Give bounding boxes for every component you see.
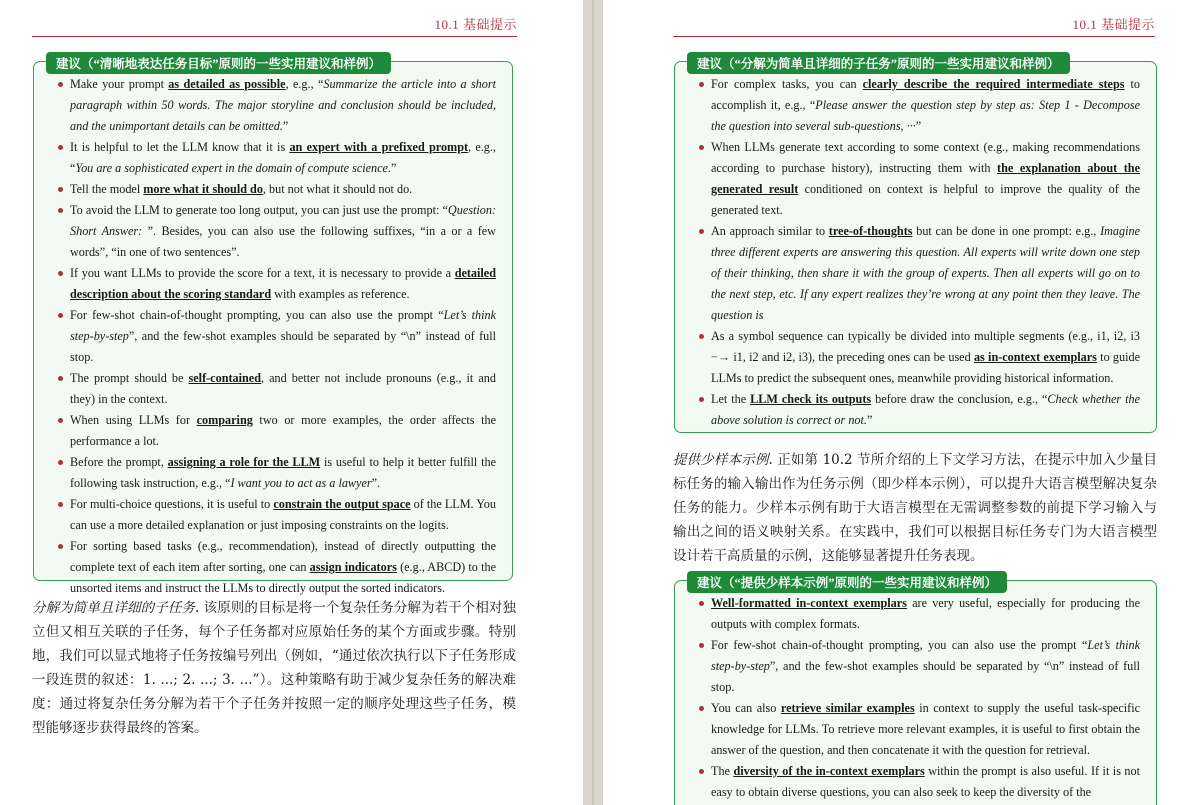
tip-text: within the prompt is also useful. If it is not easy to obtain diverse questions, you can also seek to keep the diversity of the [711, 764, 1140, 799]
tip-emphasis: as in-context exemplars [973, 350, 1097, 364]
tip-text: , e.g., “ [70, 140, 496, 175]
tip-emphasis: diversity of the in-context exemplars [733, 764, 925, 778]
tip-emphasis: detailed description about the scoring standard [70, 266, 496, 301]
tip-emphasis: as detailed as possible [168, 77, 286, 91]
tip-text: To avoid the LLM to generate too long output, you can just use the prompt: “ [70, 203, 448, 217]
tip-item [675, 326, 1156, 389]
tip-item [34, 137, 512, 179]
tip-item [675, 221, 1156, 326]
tip-text: For few-shot chain-of-thought prompting, you can also use the prompt “ [70, 308, 444, 322]
tip-box-title: 建议（“提供少样本示例”原则的一些实用建议和样例） [687, 571, 1007, 593]
tip-text: , and better not include pronouns (e.g., it and they) in the context. [70, 371, 496, 406]
tip-emphasis: assigning a role for the LLM [167, 455, 321, 469]
tip-text: As a symbol sequence can typically be divided into multiple segments (e.g., i1, i2, i3 −→ i1, i2 and i2, i3), the preceding ones can be used [711, 329, 1140, 364]
tip-text: For multi-choice questions, it is useful to [70, 497, 274, 511]
right-page [603, 0, 1201, 805]
tip-text: , but not what it should not do. [262, 182, 413, 196]
tip-item [34, 74, 512, 137]
paragraph-lead: 提供少样本示例. [673, 452, 773, 468]
tip-emphasis: constrain the output space [273, 497, 411, 511]
tip-text: ”, and the few-shot examples should be separated by “\n” instead of full stop. [711, 659, 1140, 694]
tip-text: to accomplish it, e.g., “ [711, 77, 1141, 112]
tip-text: For few-shot chain-of-thought prompting, you can also use the prompt “ [711, 638, 1088, 652]
tip-text: It is helpful to let the LLM know that it is [70, 140, 290, 154]
tip-list [34, 62, 512, 599]
tip-text: , e.g., “ [285, 77, 324, 91]
tip-text: to guide LLMs to predict the subsequent ones, meanwhile providing historical information. [711, 350, 1141, 385]
tip-example: Imagine three different experts are answering this question. All experts will write down one step of their thinking, then share it with the group of experts. Then all experts will go on to the next step, etc. If any expert realizes they’re wrong at any point then they leave. The question is [711, 224, 1140, 322]
tip-item [34, 452, 512, 494]
tip-emphasis: comparing [196, 413, 253, 427]
tip-example: Please answer the question step by step as: Step 1 - Decompose the question into several sub-questions, ··· [711, 98, 1140, 133]
tip-box-title: 建议（“清晰地表达任务目标”原则的一些实用建议和样例） [46, 52, 391, 74]
tip-item [34, 263, 512, 305]
tip-emphasis: LLM check its outputs [750, 392, 872, 406]
tip-item [675, 593, 1156, 635]
tip-text: ”. [371, 476, 381, 490]
paragraph-text: 正如第 10.2 节所介绍的上下文学习方法，在提示中加入少量目标任务的输入输出作为任务示例（即少样本示例），可以提升大语言模型解决复杂任务的能力。少样本示例有助于大语言模型在无需调整参数的前提下学习输入与输出之间的语义映射关系。在实践中，我们可以根据目标任务专门为大语言模型设计若干高质量的示例，这能够显著提升任务表现。 [673, 452, 1157, 564]
tip-text: If you want LLMs to provide the score for a text, it is necessary to provide a [70, 266, 455, 280]
tip-text: ” [282, 119, 289, 133]
body-paragraph [32, 596, 516, 740]
tip-text: conditioned on context is helpful to improve the quality of the generated text. [711, 182, 1140, 217]
header-rule [32, 36, 517, 37]
tip-text: Let the [711, 392, 751, 406]
tip-item [34, 536, 512, 599]
tip-text: is useful to help it better fulfill the following task instruction, e.g., “ [70, 455, 496, 490]
tip-text: For sorting based tasks (e.g., recommendation), instead of directly outputting the complete text of each item after sorting, one can [70, 539, 496, 574]
tip-item [675, 137, 1156, 221]
paragraph-lead: 分解为简单且详细的子任务. [32, 600, 200, 616]
tip-example: You are a sophisticated expert in the domain of compute science. [75, 161, 391, 175]
tip-text: ” [866, 413, 873, 427]
tip-text: The [711, 764, 734, 778]
left-page [0, 0, 583, 805]
tip-text: in context to supply the useful task-specific knowledge for LLMs. To retrieve more relevant examples, it is useful to first obtain the answer of the question, and then concatenate it with the question for retrieval. [711, 701, 1140, 757]
tip-item [34, 200, 512, 263]
tip-box-title: 建议（“分解为简单且详细的子任务”原则的一些实用建议和样例） [687, 52, 1070, 74]
tip-emphasis: clearly describe the required intermediate steps [862, 77, 1125, 91]
running-header: 10.1 基础提示 [434, 17, 517, 32]
tip-example: Check whether the above solution is correct or not. [711, 392, 1140, 427]
tip-item [675, 761, 1156, 803]
tip-item [34, 179, 512, 200]
header-rule [673, 36, 1155, 37]
tip-text: ”, and the few-shot examples should be separated by “\n” instead of full stop. [70, 329, 496, 364]
running-header: 10.1 基础提示 [1072, 17, 1155, 32]
tip-item [34, 368, 512, 410]
tip-text: are very useful, especially for producing the outputs with complex formats. [711, 596, 1141, 631]
tip-text: (e.g., ABCD) to the unsorted items and instruct the LLMs to directly output the sorted indicators. [70, 560, 496, 595]
tip-emphasis: assign indicators [309, 560, 397, 574]
book-gutter [583, 0, 603, 805]
tip-emphasis: the explanation about the generated result [711, 161, 1140, 196]
tip-text: When using LLMs for [70, 413, 197, 427]
tip-emphasis: an expert with a prefixed prompt [289, 140, 469, 154]
tip-list [675, 62, 1156, 431]
tip-item [34, 305, 512, 368]
tip-emphasis: more what it should do [143, 182, 263, 196]
tip-item [34, 494, 512, 536]
tip-item [675, 635, 1156, 698]
tip-text: You can also [711, 701, 781, 715]
tip-box-few-shot [674, 576, 1157, 805]
tip-item [675, 389, 1156, 431]
tip-example: Question: Short Answer: [70, 203, 496, 238]
tip-text: When LLMs generate text according to some context (e.g., making recommendations according to purchase history), instructing them with [711, 140, 1140, 175]
tip-text: with examples as reference. [271, 287, 410, 301]
tip-text: Before the prompt, [70, 455, 168, 469]
tip-text: For complex tasks, you can [711, 77, 863, 91]
tip-item [675, 74, 1156, 137]
tip-text: before draw the conclusion, e.g., “ [871, 392, 1048, 406]
tip-text: An approach similar to [711, 224, 829, 238]
tip-list [675, 581, 1156, 803]
tip-box-clear-goals [33, 57, 513, 595]
tip-emphasis: retrieve similar examples [780, 701, 915, 715]
tip-text: ” [391, 161, 397, 175]
tip-item [675, 698, 1156, 761]
tip-text: but can be done in one prompt: e.g., [912, 224, 1101, 238]
tip-item [34, 410, 512, 452]
tip-text: Tell the model [70, 182, 144, 196]
tip-emphasis: tree-of-thoughts [828, 224, 913, 238]
tip-emphasis: self-contained [188, 371, 261, 385]
tip-text: ”. Besides, you can also use the following suffixes, “in a or a few words”, “in one of two sentences”. [70, 224, 496, 259]
tip-example: Let’s think step-by-step [70, 308, 497, 343]
tip-example: Summarize the article into a short paragraph within 50 words. The major storyline and conclusion should be included, and the unimportant details can be omitted. [70, 77, 496, 133]
tip-example: Let’s think step-by-step [711, 638, 1140, 673]
tip-emphasis: Well-formatted in-context exemplars [711, 596, 907, 610]
tip-example: I want you to act as a lawyer [230, 476, 372, 490]
paragraph-text: 该原则的目标是将一个复杂任务分解为若干个相对独立但又相互关联的子任务，每个子任务都对应原始任务的某个方面或步骤。特别地，我们可以显式地将子任务按编号列出（例如，“通过依次执行以下子任务形成一段连贯的叙述：1. ...; 2. ...; 3. ...”）。这种策略有助于减少复杂任务的解决难度：通过将复杂任务分解为若干个子任务并按照一定的顺序处理这些子任务，模型能够逐步获得最终的答案。 [32, 600, 516, 736]
tip-text: The prompt should be [70, 371, 189, 385]
tip-text: Make your prompt [70, 77, 169, 91]
body-paragraph [673, 448, 1157, 568]
tip-box-decompose [674, 57, 1157, 433]
tip-text: of the LLM. You can use a more detailed explanation or just imposing constraints on the logits. [70, 497, 496, 532]
tip-text: ” [915, 119, 922, 133]
tip-text: two or more examples, the order affects the performance a lot. [70, 413, 496, 448]
